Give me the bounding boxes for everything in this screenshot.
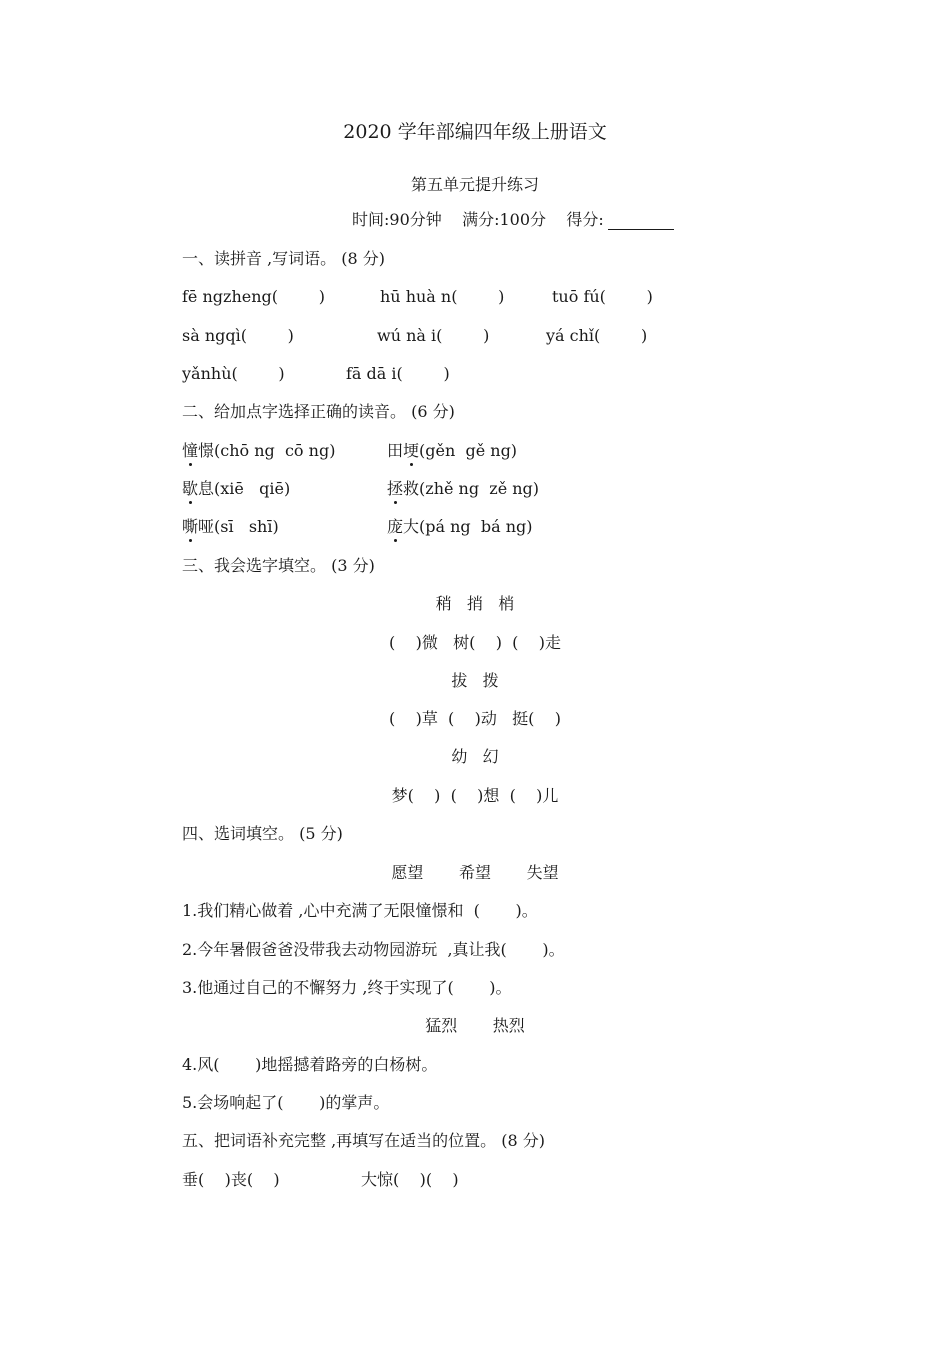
pinyin-item: tuō fú( ): [552, 287, 653, 306]
char-choices: 幼 幻: [451, 747, 499, 766]
char-choices: 拔 拨: [451, 671, 499, 690]
pinyin-item: sà ngqì( ): [182, 326, 294, 345]
section-2-heading: 二、给加点字选择正确的读音。 (6 分): [182, 402, 455, 421]
exam-meta: [352, 210, 674, 230]
document-subtitle: 第五单元提升练习: [410, 175, 539, 194]
idiom-item: 垂( )丧( ): [182, 1170, 280, 1189]
section-4-heading: 四、选词填空。 (5 分): [182, 824, 343, 843]
pinyin-item: wú nà i( ): [377, 326, 490, 345]
pinyin-item: fā dā i( ): [346, 364, 450, 383]
fill-question: 2.今年暑假爸爸没带我去动物园游玩 ,真让我( )。: [182, 940, 565, 959]
section-3-heading: 三、我会选字填空。 (3 分): [182, 556, 375, 575]
reading-item: [387, 441, 517, 461]
dotted-char: 拯: [387, 479, 404, 498]
pinyin-item: yǎnhù( ): [182, 364, 285, 383]
reading-item: [387, 479, 539, 499]
reading-item: [182, 517, 279, 537]
reading-item: [387, 517, 533, 537]
section-5-heading: 五、把词语补充完整 ,再填写在适当的位置。 (8 分): [182, 1131, 546, 1150]
dotted-char: 埂: [403, 441, 420, 460]
idiom-item: 大惊( )( ): [361, 1170, 459, 1189]
dotted-char: 憧: [182, 441, 199, 460]
plain-char: 田: [387, 441, 404, 460]
dotted-char: 歇: [182, 479, 199, 498]
char-choices: 稍 捎 梢: [435, 594, 515, 613]
char-blanks: ( )草 ( )动 挺( ): [389, 709, 561, 728]
char-blanks: ( )微 树( ) ( )走: [389, 633, 561, 652]
reading-options: 哑(sī shī): [198, 517, 279, 536]
reading-item: [182, 479, 290, 499]
reading-options: 救(zhě ng zě ng): [403, 479, 540, 498]
word-choices: 猛烈 热烈: [425, 1016, 525, 1035]
word-choices: 愿望 希望 失望: [391, 863, 559, 882]
score-blank: [608, 211, 674, 230]
dotted-char: 嘶: [182, 517, 199, 536]
char-blanks: 梦( ) ( )想 ( )儿: [391, 786, 559, 805]
pinyin-item: fē ngzheng( ): [182, 287, 325, 306]
reading-options: 憬(chō ng cō ng): [198, 441, 336, 460]
exam-meta-text: 时间:90分钟 满分:100分 得分:: [352, 210, 604, 229]
reading-options: 息(xiē qiē): [198, 479, 291, 498]
reading-item: [182, 441, 335, 461]
pinyin-item: hū huà n( ): [380, 287, 505, 306]
document-title: 2020 学年部编四年级上册语文: [343, 121, 607, 143]
fill-question: 1.我们精心做着 ,心中充满了无限憧憬和 ( )。: [182, 901, 538, 920]
pinyin-item: yá chǐ( ): [546, 326, 648, 345]
fill-question: 3.他通过自己的不懈努力 ,终于实现了( )。: [182, 978, 512, 997]
reading-options: (gěn gě ng): [419, 441, 518, 460]
fill-question: 4.风( )地摇撼着路旁的白杨树。: [182, 1055, 438, 1074]
dotted-char: 庞: [387, 517, 404, 536]
reading-options: 大(pá ng bá ng): [403, 517, 533, 536]
section-1-heading: 一、读拼音 ,写词语。 (8 分): [182, 249, 386, 268]
fill-question: 5.会场响起了( )的掌声。: [182, 1093, 390, 1112]
